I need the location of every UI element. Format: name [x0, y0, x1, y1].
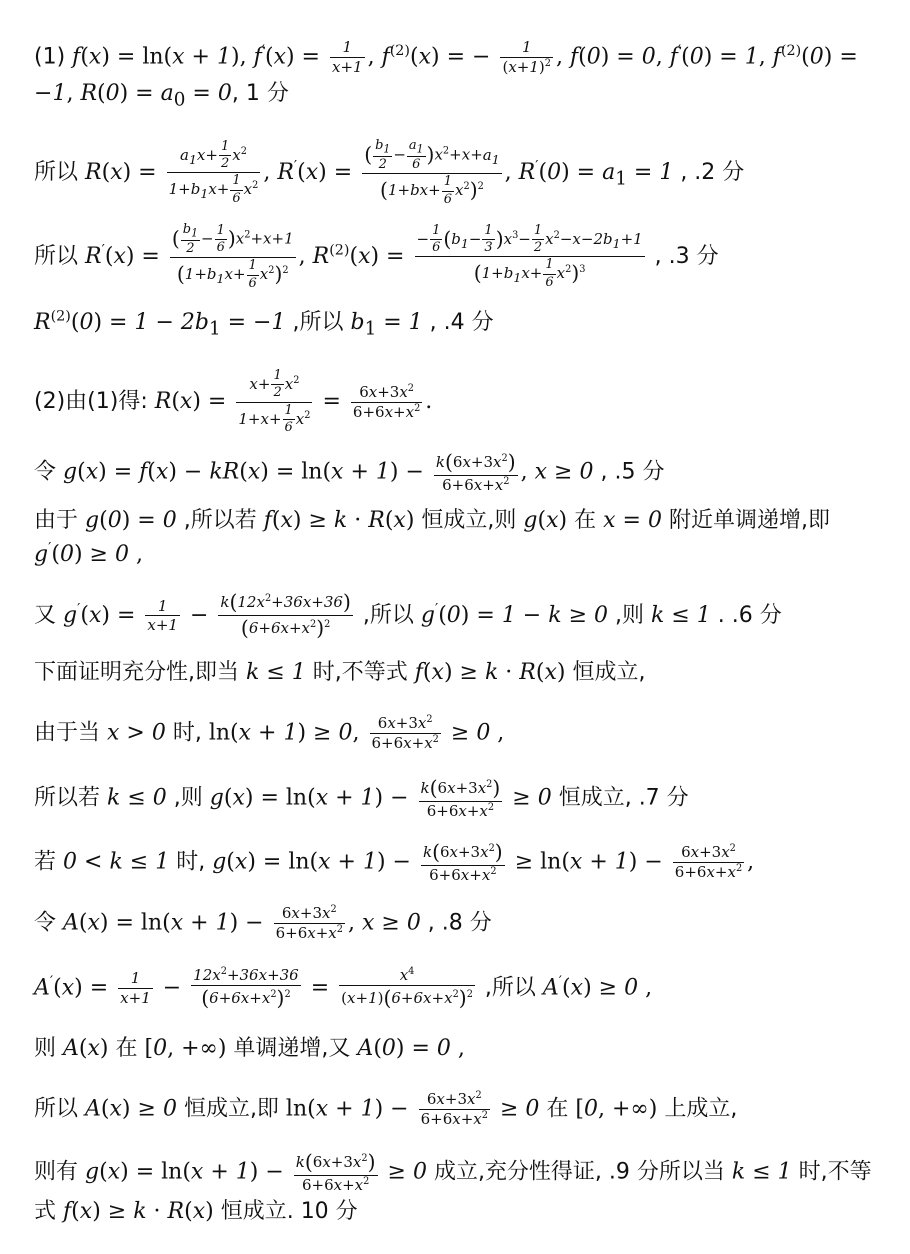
fraction: ( $\frac{b_1}{2}$ − $\frac{a_1}{6}$ )$x^2+x+a_1$ (1+bx+ $\frac{1}{6}$ $x^2)^2$: [364, 138, 500, 207]
fraction: ( $\frac{b_1}{2}$ − $\frac{1}{6}$ )$x^2+x+1$ ($1+b_1x+$ $\frac{1}{6}$ $x^2)^2$: [171, 222, 294, 291]
step-part2: (2)由(1)得: R(x) = x+ $\frac{1}{2}$ $x^2$ 1+x+ $\frac{1}{6}$ $x^2$ = $\frac{6x+3x^2}{6+6x+x^2}$ .: [34, 368, 433, 435]
fraction: $\frac{1}{(x+1)^2}$: [502, 38, 551, 76]
step-12: 令 A(x) = ln(x + 1) − $\frac{6x+3x^2}{6+6x+x^2}$ , x ≥ 0 , .8 分: [34, 904, 492, 942]
step-4: $R^{(2)}(0) = 1 - 2b_1 = -1$ ,所以 $b_1 = 1$ , .4 分: [34, 308, 494, 340]
step-13: A′(x) = $\frac{1}{x+1}$ − $\frac{12x^2+36x+36}{(6+6x+x^2)^2}$ = $\frac{x^4}{(x+1)(6+6x+x^2)^2}$ ,所以 A′(x) ≥ 0 ,: [34, 966, 653, 1010]
fraction: $\frac{x^4}{(x+1)(6+6x+x^2)^2}$: [341, 966, 473, 1010]
step-11: 若 0 < k ≤ 1 时, g(x) = ln(x + 1) − $\frac{k(6x+3x^2)}{6+6x+x^2}$ ≥ ln(x + 1) − $\frac{6x+3x^2}{6+6x+x^2}$ ,: [34, 840, 755, 885]
fraction: $\frac{k(12x^2+36x+36)}{(6+6x+x^2)^2}$: [220, 590, 351, 641]
step-3: 所以 R′(x) = ( $\frac{b_1}{2}$ − $\frac{1}{6}$ )$x^2+x+1$ ($1+b_1x+$ $\frac{1}{6}$ $x^2)^2$ , $R^{(2)}(x)$ = − $\frac{1}{6}$ ($b_1-$ $\frac{1}{3}$ )$x^3-$ $\frac{1}{2}$ $x^2-x-2b_1+1$ ($1+b_1x+$ $\frac{1}{6}$ $x^2)^3$ , .3 分: [34, 222, 719, 291]
step-1: (1) f(x) = ln(x + 1), f′(x) = $\frac{1}{x+1}$ , $f^{(2)}(x)$ = − $\frac{1}{(x+1)^2}$ , f(0) = 0, f′(0) = 1, $f^{(2)}(0) = -1$, $R(0) = a_0 = 0$, 1 分: [34, 38, 858, 110]
step-5: 令 g(x) = f(x) − kR(x) = ln(x + 1) − $\frac{k(6x+3x^2)}{6+6x+x^2}$ , x ≥ 0 , .5 分: [34, 450, 665, 495]
step-15: 所以 A(x) ≥ 0 恒成立,即 ln(x + 1) − $\frac{6x+3x^2}{6+6x+x^2}$ ≥ 0 在 [0, +∞) 上成立,: [34, 1090, 738, 1128]
step-16: 则有 g(x) = ln(x + 1) − $\frac{k(6x+3x^2)}{6+6x+x^2}$ ≥ 0 成立,充分性得证, .9 分所以当 k ≤ 1 时,不等式 f(x) ≥ k · R(x) 恒成立. 10 分: [34, 1150, 872, 1225]
step-9: 由于当 x > 0 时, ln(x + 1) ≥ 0, $\frac{6x+3x^2}{6+6x+x^2}$ ≥ 0 ,: [34, 714, 505, 752]
fraction: $\frac{1}{x+1}$: [147, 596, 178, 635]
fraction: $\frac{k(6x+3x^2)}{6+6x+x^2}$: [422, 840, 503, 885]
fraction: $\frac{6x+3x^2}{6+6x+x^2}$: [371, 714, 439, 752]
fraction: $\frac{1}{x+1}$: [332, 38, 363, 76]
fraction: $a_1x+$ $\frac{1}{2}$ $x^2$ $1+b_1x+$ $\frac{1}{6}$ $x^2$: [168, 138, 259, 206]
fraction: $\frac{12x^2+36x+36}{(6+6x+x^2)^2}$: [193, 966, 299, 1010]
fraction: $\frac{1}{x+1}$: [120, 969, 151, 1008]
step-10: 所以若 k ≤ 0 ,则 g(x) = ln(x + 1) − $\frac{k(6x+3x^2)}{6+6x+x^2}$ ≥ 0 恒成立, .7 分: [34, 776, 689, 821]
step-2: 所以 R(x) = $a_1x+$ $\frac{1}{2}$ $x^2$ $1+b_1x+$ $\frac{1}{6}$ $x^2$ , R′(x) = ( $\frac{b_1}{2}$ − $\frac{a_1}{6}$ )$x^2+x+a_1$ (1+bx+ $\frac{1}{6}$ $x^2)^2$ , $R'(0) = a_1 = 1$ , .2 分: [34, 138, 745, 207]
step-8: 下面证明充分性,即当 k ≤ 1 时,不等式 f(x) ≥ k · R(x) 恒成立,: [34, 660, 646, 685]
fraction: $\frac{k(6x+3x^2)}{6+6x+x^2}$: [435, 450, 516, 495]
step-7: 又 g′(x) = $\frac{1}{x+1}$ − $\frac{k(12x^2+36x+36)}{(6+6x+x^2)^2}$ ,所以 g′(0) = 1 − k ≥ 0 ,则 k ≤ 1 . .6 分: [34, 590, 782, 641]
fraction: $\frac{6x+3x^2}{6+6x+x^2}$: [275, 904, 343, 942]
fraction: $\frac{6x+3x^2}{6+6x+x^2}$: [674, 843, 743, 882]
fraction: $\frac{k(6x+3x^2)}{6+6x+x^2}$: [295, 1150, 376, 1195]
fraction: $\frac{6x+3x^2}{6+6x+x^2}$: [420, 1090, 488, 1128]
fraction: x+ $\frac{1}{2}$ $x^2$ 1+x+ $\frac{1}{6}$ $x^2$: [238, 368, 311, 435]
fraction: $\frac{6x+3x^2}{6+6x+x^2}$: [352, 382, 421, 421]
step-6: 由于 g(0) = 0 ,所以若 f(x) ≥ k · R(x) 恒成立,则 g(x) 在 x = 0 附近单调递增,即 g′(0) ≥ 0 ,: [34, 508, 830, 568]
fraction: $\frac{k(6x+3x^2)}{6+6x+x^2}$: [420, 776, 501, 821]
fraction: − $\frac{1}{6}$ ($b_1-$ $\frac{1}{3}$ )$x^3-$ $\frac{1}{2}$ $x^2-x-2b_1+1$ ($1+b_1x+$ $\frac{1}{6}$ $x^2)^3$: [416, 222, 643, 290]
step-14: 则 A(x) 在 [0, +∞) 单调递增,又 A(0) = 0 ,: [34, 1036, 465, 1061]
